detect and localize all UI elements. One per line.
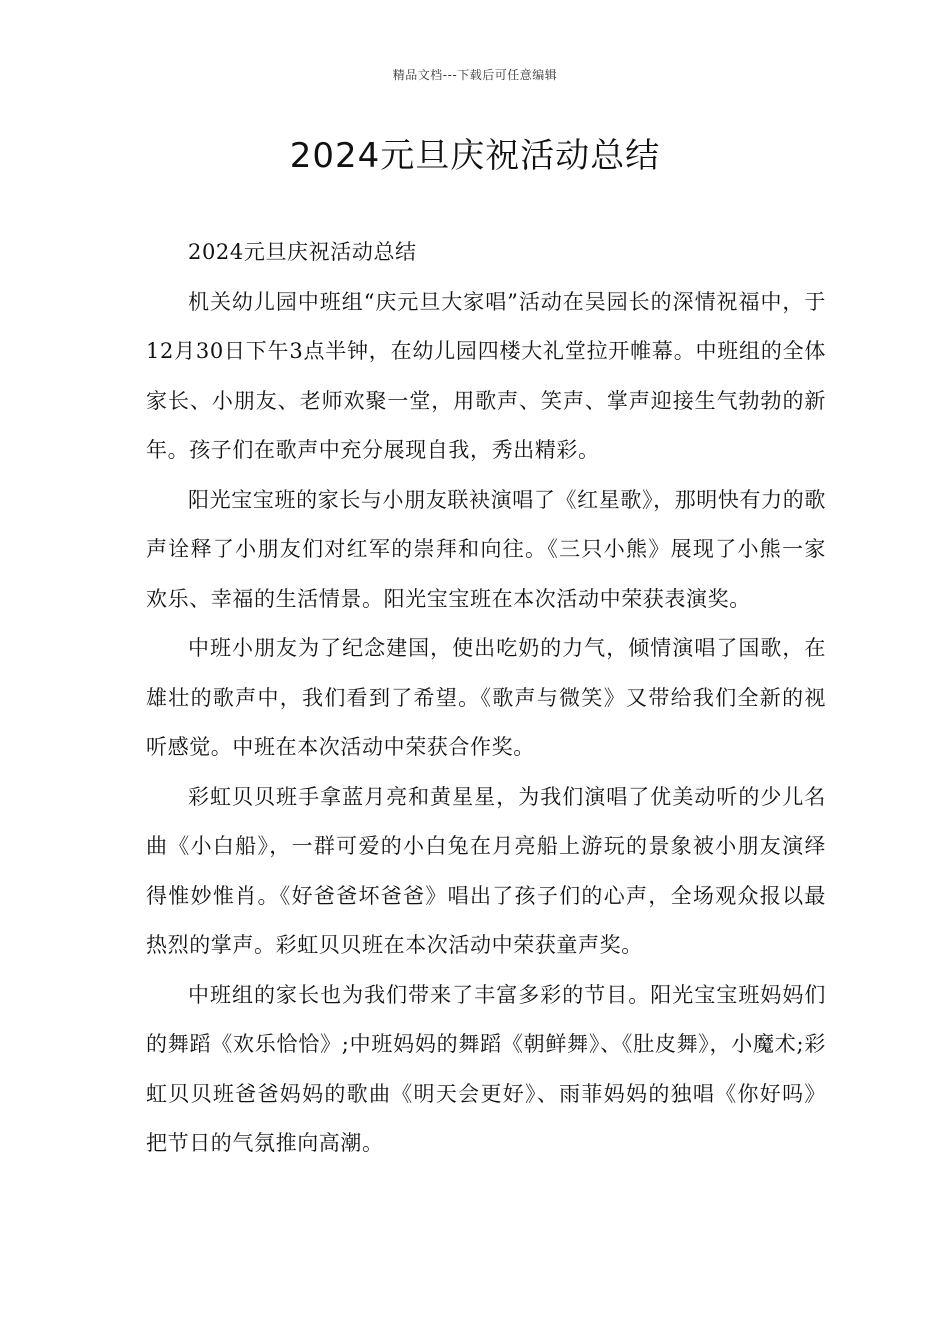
document-subtitle: 2024元旦庆祝活动总结 (188, 240, 417, 264)
paragraph-opening: 机关幼儿园中班组“庆元旦大家唱”活动在吴园长的深情祝福中，于12月30日下午3点半钟，在幼儿园四楼大礼堂拉开帷幕。中班组的全体家长、小朋友、老师欢聚一堂，用歌声、笑声、掌声迎接生气勃勃的新年。孩子们在歌声中充分展现自我，秀出精彩。 (146, 289, 826, 462)
document-body (146, 228, 826, 1169)
paragraph-middle-class: 中班小朋友为了纪念建国，使出吃奶的力气，倾情演唱了国歌，在雄壮的歌声中，我们看到了希望。《歌声与微笑》又带给我们全新的视听感觉。中班在本次活动中荣获合作奖。 (146, 636, 826, 759)
document-title: 2024元旦庆祝活动总结 (289, 136, 661, 176)
paragraph-sunshine-class: 阳光宝宝班的家长与小朋友联袂演唱了《红星歌》，那明快有力的歌声诠释了小朋友们对红军的崇拜和向往。《三只小熊》展现了小熊一家欢乐、幸福的生活情景。阳光宝宝班在本次活动中荣获表演奖。 (146, 487, 826, 611)
paragraph-parents-performance: 中班组的家长也为我们带来了丰富多彩的节目。阳光宝宝班妈妈们的舞蹈《欢乐恰恰》;中班妈妈的舞蹈《朝鲜舞》、《肚皮舞》，小魔术;彩虹贝贝班爸爸妈妈的歌曲《明天会更好》、雨菲妈妈的独唱《你好吗》把节日的气氛推向高潮。 (146, 982, 826, 1155)
header-note: 精品文档---下载后可任意编辑 (392, 68, 558, 82)
paragraph-rainbow-class: 彩虹贝贝班手拿蓝月亮和黄星星，为我们演唱了优美动听的少儿名曲《小白船》，一群可爱的小白兔在月亮船上游玩的景象被小朋友演绎得惟妙惟肖。《好爸爸坏爸爸》唱出了孩子们的心声，全场观众报以最热烈的掌声。彩虹贝贝班在本次活动中荣获童声奖。 (146, 784, 826, 957)
